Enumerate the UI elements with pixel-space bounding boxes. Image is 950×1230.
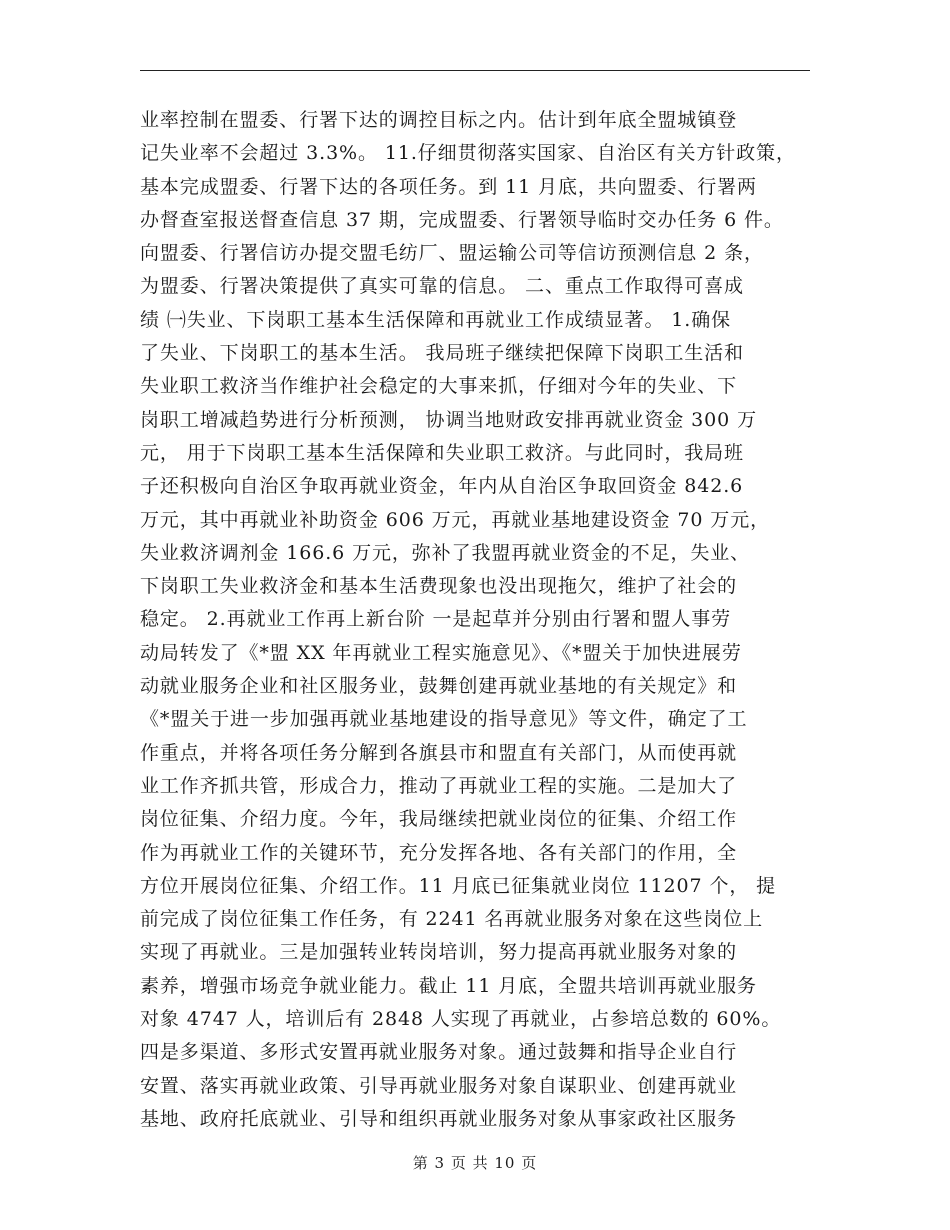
text-line: 岗职工增减趋势进行分析预测， 协调当地财政安排再就业资金 300 万 — [140, 408, 757, 431]
text-line: 失业职工救济当作维护社会稳定的大事来抓，仔细对今年的失业、下 — [140, 375, 738, 398]
text-line: 前完成了岗位征集工作任务，有 2241 名再就业服务对象在这些岗位上 — [140, 908, 764, 931]
text-line: 绩 ㈠失业、下岗职工基本生活保障和再就业工作成绩显著。 1.确保 — [140, 308, 732, 331]
text-line: 下岗职工失业救济金和基本生活费现象也没出现拖欠，维护了社会的 — [140, 575, 738, 598]
text-line: 为盟委、行署决策提供了真实可靠的信息。 二、重点工作取得可喜成 — [140, 275, 744, 298]
text-line: 业工作齐抓共管，形成合力，推动了再就业工程的实施。二是加大了 — [140, 774, 738, 797]
text-line: 基地、政府托底就业、引导和组织再就业服务对象从事家政社区服务 — [140, 1107, 738, 1130]
text-line: 《*盟关于进一步加强再就业基地建设的指导意见》等文件，确定了工 — [140, 708, 748, 731]
text-line: 作重点，并将各项任务分解到各旗县市和盟直有关部门，从而使再就 — [140, 741, 738, 764]
text-line: 子还积极向自治区争取再就业资金，年内从自治区争取回资金 842.6 — [140, 475, 744, 498]
text-line: 基本完成盟委、行署下达的各项任务。到 11 月底，共向盟委、行署两 — [140, 175, 757, 198]
text-line: 对象 4747 人，培训后有 2848 人实现了再就业，占参培总数的 60%。 — [140, 1008, 782, 1031]
body-text — [140, 104, 820, 1136]
text-line: 四是多渠道、多形式安置再就业服务对象。通过鼓舞和指导企业自行 — [140, 1041, 738, 1064]
text-line: 万元，其中再就业补助资金 606 万元，再就业基地建设资金 70 万元， — [140, 508, 771, 531]
text-line: 稳定。 2.再就业工作再上新台阶 一是起草并分别由行署和盟人事劳 — [140, 608, 732, 631]
text-line: 动就业服务企业和社区服务业，鼓舞创建再就业基地的有关规定》和 — [140, 675, 738, 698]
header-rule — [140, 70, 810, 71]
text-line: 办督查室报送督查信息 37 期，完成盟委、行署领导临时交办任务 6 件。 — [140, 208, 784, 231]
text-line: 方位开展岗位征集、介绍工作。11 月底已征集就业岗位 11207 个， 提 — [140, 874, 777, 897]
page-footer: 第 3 页 共 10 页 — [412, 1154, 538, 1172]
text-line: 动局转发了《*盟 XX 年再就业工程实施意见》、《*盟关于加快进展劳 — [140, 641, 742, 664]
text-line: 实现了再就业。三是加强转业转岗培训，努力提高再就业服务对象的 — [140, 941, 738, 964]
text-line: 失业救济调剂金 166.6 万元，弥补了我盟再就业资金的不足，失业、 — [140, 541, 751, 564]
text-line: 素养，增强市场竞争就业能力。截止 11 月底，全盟共培训再就业服务 — [140, 974, 757, 997]
text-line: 岗位征集、介绍力度。今年，我局继续把就业岗位的征集、介绍工作 — [140, 808, 738, 831]
text-line: 作为再就业工作的关键环节，充分发挥各地、各有关部门的作用，全 — [140, 841, 738, 864]
text-line: 元， 用于下岗职工基本生活保障和失业职工救济。与此同时，我局班 — [140, 441, 744, 464]
text-line: 记失业率不会超过 3.3%。 11.仔细贯彻落实国家、自治区有关方针政策， — [140, 142, 796, 165]
text-line: 了失业、下岗职工的基本生活。 我局班子继续把保障下岗职工生活和 — [140, 342, 744, 365]
text-line: 向盟委、行署信访办提交盟毛纺厂、盟运输公司等信访预测信息 2 条， — [140, 242, 764, 265]
text-line: 业率控制在盟委、行署下达的调控目标之内。估计到年底全盟城镇登 — [140, 109, 738, 131]
text-line: 安置、落实再就业政策、引导再就业服务对象自谋职业、创建再就业 — [140, 1074, 738, 1097]
